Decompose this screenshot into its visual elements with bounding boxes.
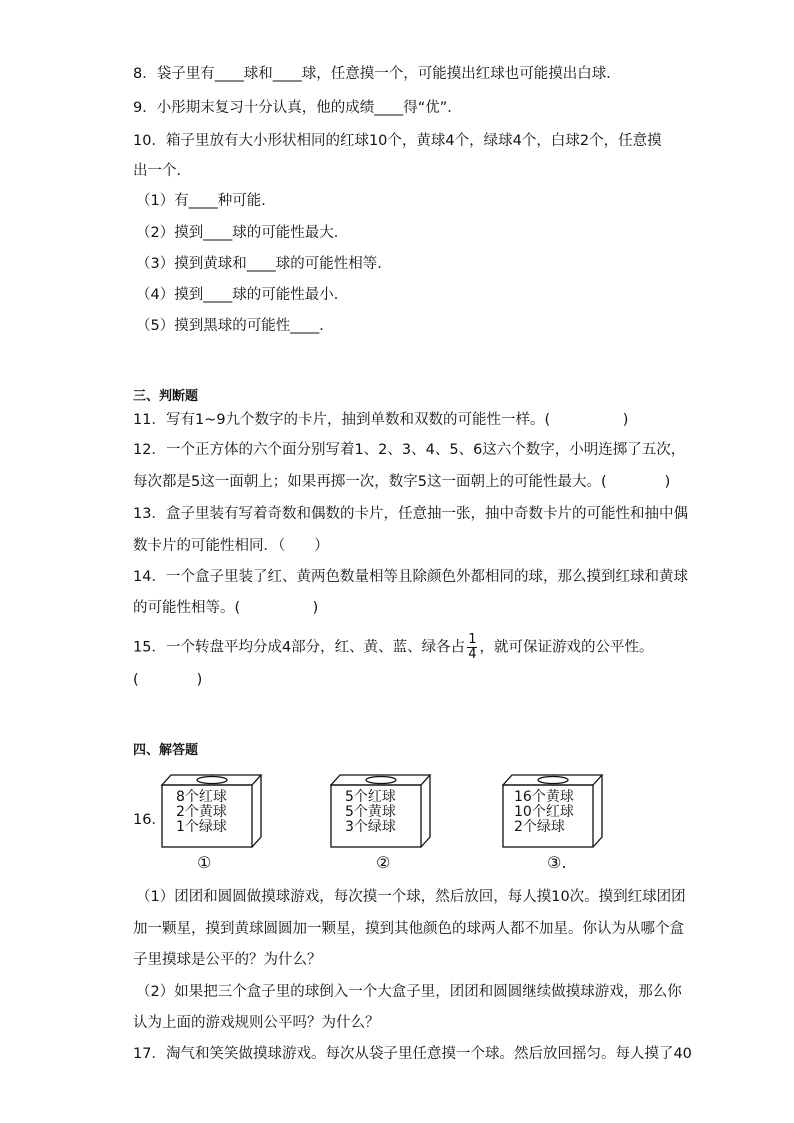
question-12-line-1: 12．一个正方体的六个面分别写着1、2、3、4、5、6这六个数字，小明连掷了五次， — [133, 442, 686, 458]
fraction-numerator: 1 — [468, 632, 477, 647]
box-3-line-3: 2个绿球 — [514, 819, 565, 835]
box-2-contents — [345, 790, 396, 835]
box-1-line-3: 1个绿球 — [176, 819, 227, 835]
box-2-line-1: 5个红球 — [345, 789, 396, 805]
question-17-line-1: 17．淘气和笑笑做摸球游戏。每次从袋子里任意摸一个球。然后放回摇匀。每人摸了40 — [133, 1046, 692, 1062]
question-15-text-b: ，就可保证游戏的公平性。 — [479, 639, 654, 656]
section-judgement-heading: 三、判断题 — [133, 389, 199, 404]
box-3-line-2: 10个红球 — [514, 804, 574, 820]
question-13-line-2: 数卡片的可能性相同．（ ） — [133, 538, 329, 554]
question-9: 9．小彤期末复习十分认真，他的成绩____得“优”． — [133, 100, 462, 116]
question-10-line-2: 出一个． — [133, 163, 191, 179]
question-16-part-1-line-2: 加一颗星，摸到黄球圆圆加一颗星，摸到其他颜色的球两人都不加星。你认为从哪个盒 — [133, 921, 684, 937]
fraction-denominator: 4 — [468, 647, 477, 662]
question-16-part-2-line-2: 认为上面的游戏规则公平吗？为什么？ — [133, 1015, 380, 1031]
question-15-text-a: 15．一个转盘平均分成4部分，红、黄、蓝、绿各占 — [133, 639, 466, 656]
box-2-line-3: 3个绿球 — [345, 819, 396, 835]
question-16-label: 16． — [133, 812, 166, 828]
question-14-line-1: 14．一个盒子里装了红、黄两色数量相等且除颜色外都相同的球，那么摸到红球和黄球 — [133, 569, 688, 585]
question-16-part-1-line-1: （1）团团和圆圆做摸球游戏，每次摸一个球，然后放回，每人摸10次。摸到红球团团 — [136, 889, 686, 905]
question-14-line-2: 的可能性相等。( ) — [133, 600, 319, 616]
question-10-part-1: （1）有____种可能． — [136, 193, 276, 209]
question-10-line-1: 10．箱子里放有大小形状相同的红球10个，黄球4个，绿球4个，白球2个，任意摸 — [133, 133, 662, 149]
box-3-line-1: 16个黄球 — [514, 789, 574, 805]
question-15-line-1 — [133, 633, 653, 662]
box-2-tag: ② — [376, 853, 391, 872]
question-15-line-2: ( ) — [133, 672, 203, 688]
section-answer-heading: 四、解答题 — [133, 743, 199, 758]
question-12-line-2: 每次都是5这一面朝上；如果再掷一次，数字5这一面朝上的可能性最大。( ) — [133, 474, 671, 490]
question-8: 8．袋子里有____球和____球，任意摸一个，可能摸出红球也可能摸出白球． — [133, 66, 621, 82]
box-2-line-2: 5个黄球 — [345, 804, 396, 820]
ball-boxes-figure — [0, 765, 794, 875]
question-10-part-4: （4）摸到____球的可能性最小． — [136, 287, 349, 303]
box-1-line-1: 8个红球 — [176, 789, 227, 805]
box-1-line-2: 2个黄球 — [176, 804, 227, 820]
fraction-one-quarter — [467, 633, 477, 662]
question-16-part-2-line-1: （2）如果把三个盒子里的球倒入一个大盒子里，团团和圆圆继续做摸球游戏，那么你 — [136, 984, 682, 1000]
question-11: 11．写有1~9九个数字的卡片，抽到单数和双数的可能性一样。( ) — [133, 412, 629, 428]
question-10-part-2: （2）摸到____球的可能性最大． — [136, 225, 349, 241]
box-1-contents — [176, 790, 227, 835]
question-10-part-3: （3）摸到黄球和____球的可能性相等． — [136, 256, 392, 272]
question-13-line-1: 13．盒子里装有写着奇数和偶数的卡片，任意抽一张，抽中奇数卡片的可能性和抽中偶 — [133, 506, 688, 522]
box-1-tag: ① — [197, 853, 212, 872]
question-16-part-1-line-3: 子里摸球是公平的？为什么？ — [133, 952, 322, 968]
question-10-part-5: （5）摸到黑球的可能性____． — [136, 318, 334, 334]
box-3-contents — [514, 790, 574, 835]
box-3-tag: ③. — [547, 853, 567, 872]
